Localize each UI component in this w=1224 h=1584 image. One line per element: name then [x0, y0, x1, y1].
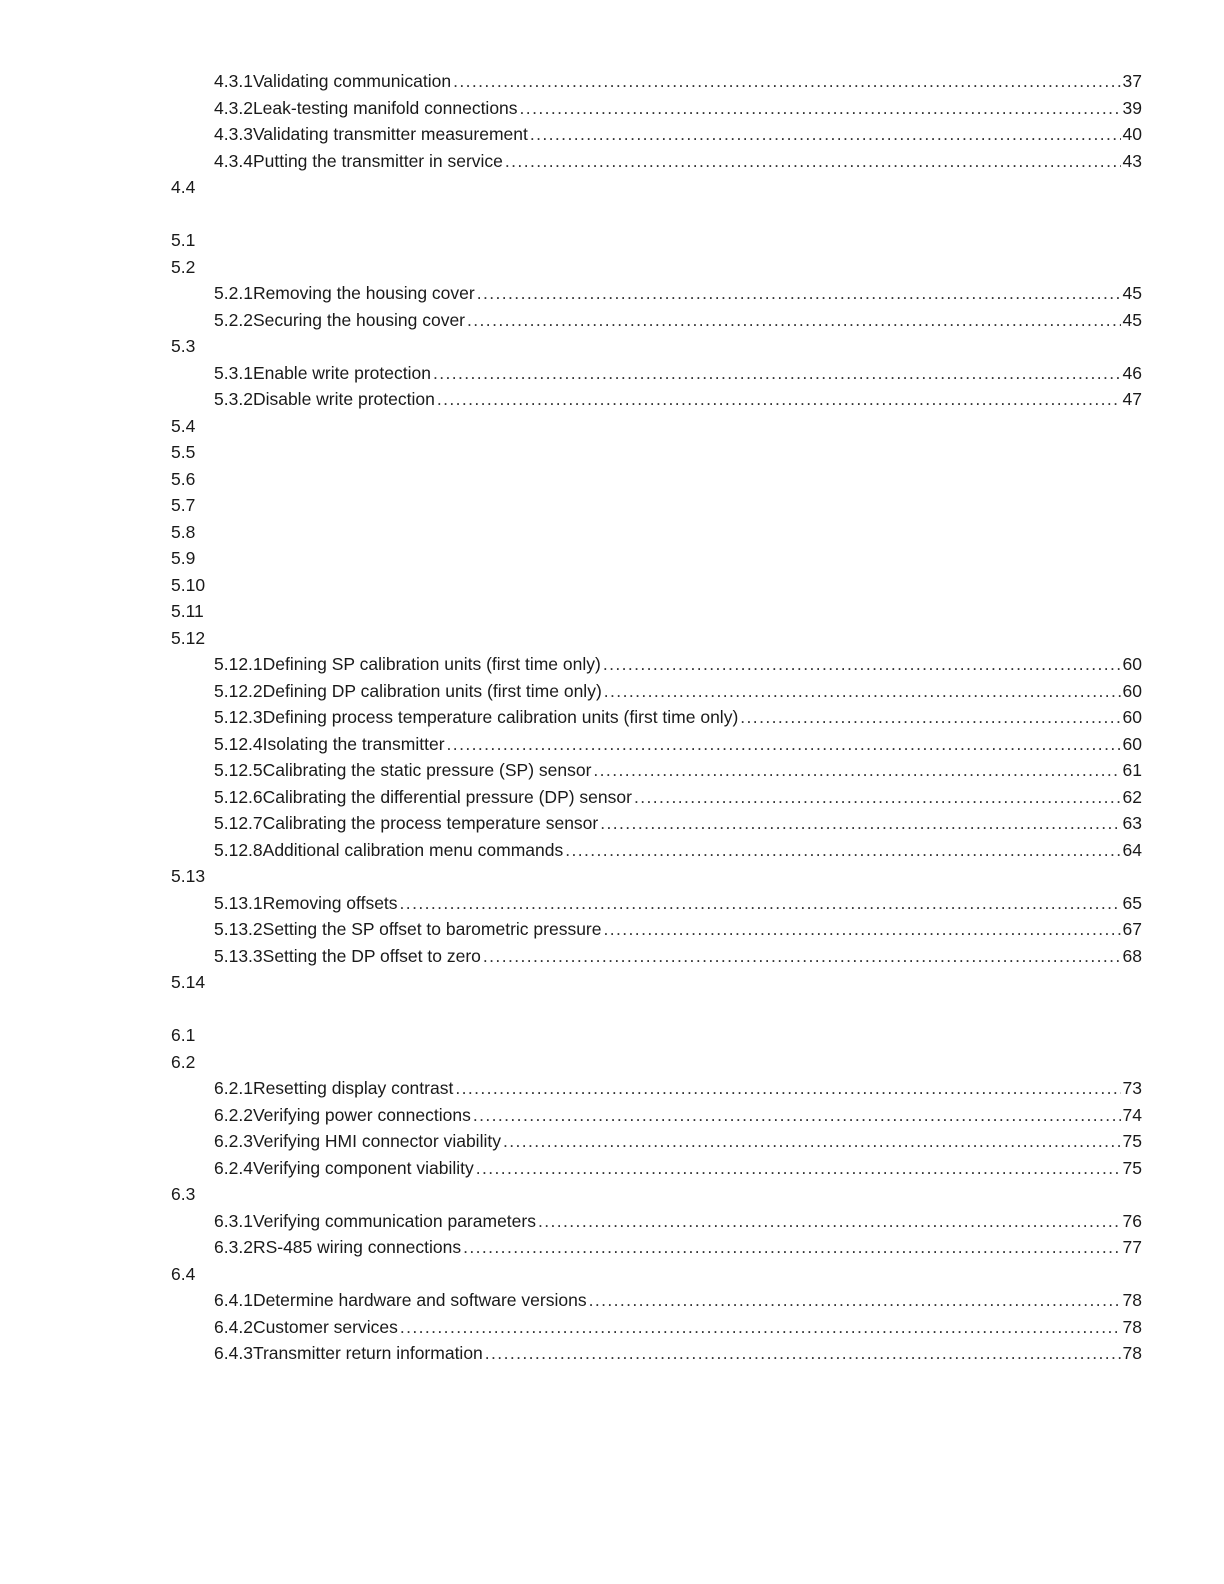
- dot-leader: [400, 890, 1121, 916]
- toc-section-entry[interactable]: [171, 1181, 195, 1207]
- toc-subsection-entry[interactable]: [214, 1314, 1142, 1340]
- toc-entry-title: Verifying HMI connector viability: [252, 1131, 501, 1151]
- toc-page-number: 64: [1122, 840, 1142, 860]
- toc-subsection-number: 4.3.1: [214, 71, 253, 91]
- toc-section-entry[interactable]: [171, 519, 195, 545]
- toc-subsection-entry[interactable]: [214, 307, 1142, 333]
- dot-leader: [520, 95, 1121, 121]
- dot-leader: [604, 916, 1121, 942]
- toc-entry-title: Defining SP calibration units (first time only): [262, 654, 601, 674]
- toc-page-number: 76: [1122, 1211, 1142, 1231]
- dot-leader: [565, 837, 1120, 863]
- toc-page-number: 77: [1122, 1237, 1142, 1257]
- toc-entry-title: Customer services: [252, 1317, 398, 1337]
- toc-entry-title: Calibrating the static pressure (SP) sensor: [262, 760, 592, 780]
- toc-entry-title: Isolating the transmitter: [262, 734, 445, 754]
- toc-subsection-entry[interactable]: [214, 704, 1142, 730]
- toc-page-number: 78: [1122, 1317, 1142, 1337]
- toc-subsection-entry[interactable]: [214, 678, 1142, 704]
- toc-subsection-number: 5.12.1: [214, 654, 263, 674]
- toc-page-number: 45: [1122, 283, 1142, 303]
- toc-entry-title: Securing the housing cover: [252, 310, 466, 330]
- toc-subsection-entry[interactable]: [214, 386, 1142, 412]
- toc-section-number: 6.4: [171, 1264, 196, 1284]
- dot-leader: [483, 943, 1121, 969]
- toc-entry-title: Validating communication: [252, 71, 452, 91]
- toc-subsection-entry[interactable]: [214, 810, 1142, 836]
- toc-section-entry[interactable]: [171, 227, 195, 253]
- toc-entry-title: Leak-testing manifold connections: [252, 98, 518, 118]
- dot-leader: [473, 1102, 1121, 1128]
- toc-subsection-number: 5.12.4: [214, 734, 263, 754]
- toc-subsection-number: 5.2.2: [214, 310, 253, 330]
- toc-entry-title: Additional calibration menu commands: [262, 840, 564, 860]
- toc-entry-title: Removing the housing cover: [252, 283, 475, 303]
- dot-leader: [476, 1155, 1121, 1181]
- toc-subsection-number: 6.4.3: [214, 1343, 253, 1363]
- toc-entry-title: Verifying power connections: [252, 1105, 471, 1125]
- toc-section-entry[interactable]: [171, 1049, 195, 1075]
- toc-section-number: 5.2: [171, 257, 196, 277]
- toc-subsection-number: 6.4.1: [214, 1290, 253, 1310]
- dot-leader: [467, 307, 1121, 333]
- toc-entry-title: RS-485 wiring connections: [252, 1237, 462, 1257]
- toc-page-number: 40: [1122, 124, 1142, 144]
- toc-section-number: 5.6: [171, 469, 196, 489]
- dot-leader: [463, 1234, 1120, 1260]
- toc-subsection-number: 5.3.1: [214, 363, 253, 383]
- toc-section-number: 5.8: [171, 522, 196, 542]
- toc-entry-title: Resetting display contrast: [252, 1078, 454, 1098]
- toc-subsection-entry[interactable]: [214, 731, 1142, 757]
- toc-page-number: 60: [1122, 707, 1142, 727]
- dot-leader: [455, 1075, 1120, 1101]
- dot-leader: [437, 386, 1121, 412]
- toc-section-number: 5.7: [171, 495, 196, 515]
- toc-section-entry[interactable]: [171, 625, 205, 651]
- toc-subsection-number: 5.12.7: [214, 813, 263, 833]
- toc-section-number: 5.4: [171, 416, 196, 436]
- toc-subsection-entry[interactable]: [214, 943, 1142, 969]
- toc-subsection-number: 5.12.8: [214, 840, 263, 860]
- dot-leader: [477, 280, 1121, 306]
- toc-section-number: 6.2: [171, 1052, 196, 1072]
- toc-entry-title: Putting the transmitter in service: [252, 151, 503, 171]
- toc-entry-title: Setting the DP offset to zero: [262, 946, 481, 966]
- toc-subsection-entry[interactable]: [214, 1155, 1142, 1181]
- toc-subsection-number: 5.12.2: [214, 681, 263, 701]
- toc-subsection-entry[interactable]: [214, 148, 1142, 174]
- toc-subsection-number: 6.2.2: [214, 1105, 253, 1125]
- toc-entry-title: Validating transmitter measurement: [252, 124, 528, 144]
- toc-section-entry[interactable]: [171, 174, 195, 200]
- dot-leader: [447, 731, 1121, 757]
- dot-leader: [433, 360, 1121, 386]
- toc-entry-title: Verifying communication parameters: [252, 1211, 536, 1231]
- toc-subsection-entry[interactable]: [214, 1234, 1142, 1260]
- toc-section-entry[interactable]: [171, 413, 195, 439]
- toc-entry-title: Determine hardware and software versions: [252, 1290, 587, 1310]
- toc-page-number: 73: [1122, 1078, 1142, 1098]
- toc-section-entry[interactable]: [171, 439, 195, 465]
- toc-subsection-entry[interactable]: [214, 68, 1142, 94]
- toc-subsection-number: 5.13.2: [214, 919, 263, 939]
- toc-section-entry[interactable]: [171, 466, 195, 492]
- toc-subsection-number: 6.3.2: [214, 1237, 253, 1257]
- toc-subsection-entry[interactable]: [214, 360, 1142, 386]
- toc-subsection-number: 5.12.3: [214, 707, 263, 727]
- toc-section-number: 5.3: [171, 336, 196, 356]
- toc-page-number: 46: [1122, 363, 1142, 383]
- toc-page-number: 37: [1122, 71, 1142, 91]
- toc-section-entry[interactable]: [171, 863, 205, 889]
- toc-subsection-entry[interactable]: [214, 1102, 1142, 1128]
- toc-subsection-entry[interactable]: [214, 916, 1142, 942]
- toc-section-entry[interactable]: [171, 492, 195, 518]
- toc-entry-title: Calibrating the process temperature sensor: [262, 813, 599, 833]
- toc-subsection-entry[interactable]: [214, 890, 1142, 916]
- toc-page-number: 62: [1122, 787, 1142, 807]
- toc-section-entry[interactable]: [171, 333, 195, 359]
- toc-subsection-entry[interactable]: [214, 1128, 1142, 1154]
- toc-page-number: 45: [1122, 310, 1142, 330]
- toc-entry-title: Setting the SP offset to barometric pressure: [262, 919, 602, 939]
- toc-page-number: 60: [1122, 654, 1142, 674]
- toc-entry-title: Removing offsets: [262, 893, 398, 913]
- toc-section-entry[interactable]: [171, 1022, 195, 1048]
- toc-page-number: 39: [1122, 98, 1142, 118]
- toc-subsection-entry[interactable]: [214, 121, 1142, 147]
- dot-leader: [600, 810, 1120, 836]
- dot-leader: [453, 68, 1120, 94]
- toc-subsection-entry[interactable]: [214, 1340, 1142, 1366]
- toc-subsection-entry[interactable]: [214, 837, 1142, 863]
- dot-leader: [603, 651, 1121, 677]
- toc-subsection-number: 4.3.3: [214, 124, 253, 144]
- toc-page-number: 60: [1122, 681, 1142, 701]
- toc-subsection-number: 6.3.1: [214, 1211, 253, 1231]
- toc-subsection-entry[interactable]: [214, 757, 1142, 783]
- toc-section-number: 5.1: [171, 230, 196, 250]
- toc-section-number: 4.4: [171, 177, 196, 197]
- toc-section-entry[interactable]: [171, 545, 195, 571]
- toc-subsection-entry[interactable]: [214, 1287, 1142, 1313]
- toc-section-number: 5.9: [171, 548, 196, 568]
- dot-leader: [634, 784, 1121, 810]
- toc-subsection-number: 5.12.6: [214, 787, 263, 807]
- toc-page-number: 67: [1122, 919, 1142, 939]
- toc-page-number: 47: [1122, 389, 1142, 409]
- dot-leader: [593, 757, 1120, 783]
- toc-subsection-number: 6.2.4: [214, 1158, 253, 1178]
- toc-subsection-number: 4.3.2: [214, 98, 253, 118]
- toc-section-entry[interactable]: [171, 1261, 195, 1287]
- toc-subsection-entry[interactable]: [214, 651, 1142, 677]
- toc-section-number: 6.1: [171, 1025, 196, 1045]
- dot-leader: [485, 1340, 1121, 1366]
- toc-page-number: 61: [1122, 760, 1142, 780]
- toc-page-number: 78: [1122, 1290, 1142, 1310]
- toc-subsection-entry[interactable]: [214, 95, 1142, 121]
- toc-section-number: 5.12: [171, 628, 206, 648]
- dot-leader: [589, 1287, 1121, 1313]
- toc-page-number: 78: [1122, 1343, 1142, 1363]
- toc-section-number: 5.14: [171, 972, 206, 992]
- toc-page-number: 74: [1122, 1105, 1142, 1125]
- toc-subsection-number: 6.2.3: [214, 1131, 253, 1151]
- toc-section-number: 5.13: [171, 866, 206, 886]
- toc-page-number: 43: [1122, 151, 1142, 171]
- dot-leader: [604, 678, 1121, 704]
- toc-entry-title: Transmitter return information: [252, 1343, 483, 1363]
- toc-subsection-number: 5.2.1: [214, 283, 253, 303]
- toc-subsection-entry[interactable]: [214, 1075, 1142, 1101]
- toc-entry-title: Defining process temperature calibration units (first time only): [262, 707, 739, 727]
- toc-subsection-number: 5.12.5: [214, 760, 263, 780]
- toc-entry-title: Enable write protection: [252, 363, 431, 383]
- toc-section-entry[interactable]: [171, 572, 205, 598]
- toc-entry-title: Defining DP calibration units (first time only): [262, 681, 602, 701]
- toc-entry-title: Verifying component viability: [252, 1158, 474, 1178]
- dot-leader: [400, 1314, 1121, 1340]
- dot-leader: [503, 1128, 1121, 1154]
- toc-subsection-entry[interactable]: [214, 1208, 1142, 1234]
- toc-subsection-entry[interactable]: [214, 280, 1142, 306]
- dot-leader: [740, 704, 1120, 730]
- toc-subsection-entry[interactable]: [214, 784, 1142, 810]
- toc-section-number: 5.11: [171, 601, 204, 621]
- toc-page-number: 68: [1122, 946, 1142, 966]
- toc-subsection-number: 6.4.2: [214, 1317, 253, 1337]
- toc-section-entry[interactable]: [171, 969, 205, 995]
- toc-subsection-number: 5.3.2: [214, 389, 253, 409]
- dot-leader: [530, 121, 1121, 147]
- toc-subsection-number: 4.3.4: [214, 151, 253, 171]
- toc-page-number: 60: [1122, 734, 1142, 754]
- dot-leader: [538, 1208, 1121, 1234]
- toc-page-number: 75: [1122, 1131, 1142, 1151]
- toc-section-entry[interactable]: [171, 254, 195, 280]
- toc-subsection-number: 5.13.3: [214, 946, 263, 966]
- dot-leader: [505, 148, 1121, 174]
- toc-section-number: 6.3: [171, 1184, 196, 1204]
- toc-subsection-number: 6.2.1: [214, 1078, 253, 1098]
- toc-page-number: 65: [1122, 893, 1142, 913]
- toc-section-number: 5.10: [171, 575, 206, 595]
- toc-section-number: 5.5: [171, 442, 196, 462]
- toc-page-number: 63: [1122, 813, 1142, 833]
- toc-section-entry[interactable]: [171, 598, 204, 624]
- toc-page-number: 75: [1122, 1158, 1142, 1178]
- toc-entry-title: Disable write protection: [252, 389, 435, 409]
- toc-subsection-number: 5.13.1: [214, 893, 263, 913]
- toc-entry-title: Calibrating the differential pressure (DP) sensor: [262, 787, 632, 807]
